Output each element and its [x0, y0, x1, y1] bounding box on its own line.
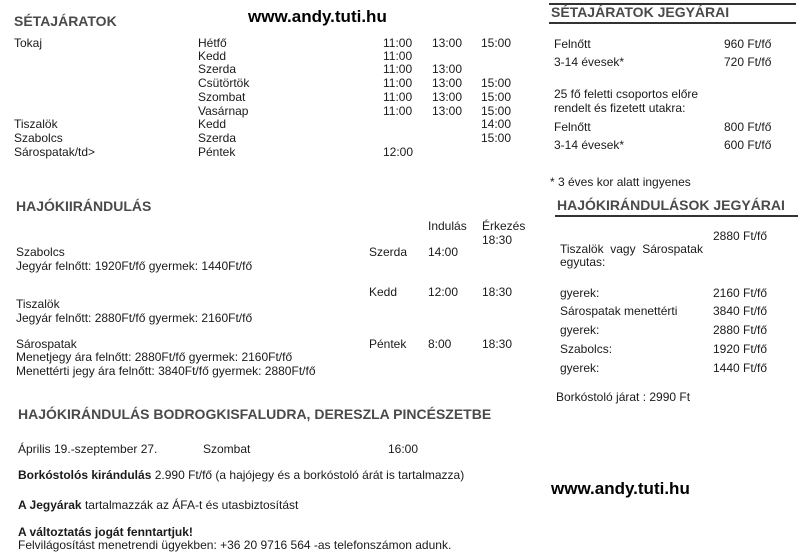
site-url-top[interactable]: www.andy.tuti.hu: [248, 7, 387, 26]
seta-time-1: 11:00: [383, 104, 413, 118]
price-value: 2880 Ft/fő: [713, 229, 768, 243]
seta-day: Péntek: [198, 145, 236, 159]
seta-time-3: 15:00: [481, 104, 512, 118]
info-line: Felvilágosítást menetrendi ügyekben: +36 20 9716 564 -as telefonszámon adunk.: [18, 538, 452, 552]
price-label: 3-14 évesek*: [554, 138, 625, 152]
price-label: Szabolcs:: [560, 342, 613, 356]
divider: [549, 22, 796, 24]
price-value: 800 Ft/fő: [724, 120, 772, 134]
price-value: 2880 Ft/fő: [713, 323, 768, 337]
seta-time-2: 13:00: [432, 36, 463, 50]
trip-departure: 14:00: [428, 245, 459, 259]
seta-day: Kedd: [198, 49, 227, 63]
trip-arrival: 18:30: [482, 233, 513, 247]
price-value: 720 Ft/fő: [724, 55, 772, 69]
trip-day: Péntek: [369, 337, 407, 351]
seta-time-3: 15:00: [481, 76, 512, 90]
table-row: [0, 117, 530, 131]
price-label: gyerek:: [560, 286, 600, 300]
seta-time-1: 12:00: [383, 145, 414, 159]
seta-place: Tokaj: [14, 36, 43, 50]
trip-price-line: Jegyár felnőtt: 1920Ft/fő gyermek: 1440Ft/fő: [16, 259, 253, 273]
price-value: 1440 Ft/fő: [713, 361, 768, 375]
seta-place: Szabolcs: [14, 131, 63, 145]
trip-price-line: Menetjegy ára felnőtt: 2880Ft/fő gyermek: 2160Ft/fő: [16, 350, 293, 364]
tasting-line: [18, 468, 464, 482]
trip-price-line: Jegyár felnőtt: 2880Ft/fő gyermek: 2160Ft/fő: [16, 311, 253, 325]
seta-time-2: 13:00: [432, 62, 463, 76]
vat-label: A Jegyárak: [18, 498, 82, 512]
seta-time-1: 11:00: [383, 36, 413, 50]
seta-time-3: 15:00: [481, 131, 512, 145]
seta-time-1: 11:00: [383, 76, 413, 90]
table-row: [0, 76, 530, 90]
group-note: rendelt és fizetett utakra:: [554, 101, 686, 115]
trip-departure: 8:00: [428, 337, 452, 351]
divider: [555, 215, 798, 217]
price-value: 960 Ft/fő: [724, 37, 772, 51]
group-note: 25 fő feletti csoportos előre: [554, 87, 699, 101]
hajo-prices-title: HAJÓKIRÁNDULÁSOK JEGYÁRAI: [557, 197, 785, 213]
col-header-erkezes: Érkezés: [482, 219, 526, 233]
price-label: Felnőtt: [554, 37, 591, 51]
seta-day: Szerda: [198, 62, 237, 76]
change-notice: A változtatás jogát fenntartjuk!: [18, 525, 193, 539]
seta-place: Sárospatak/td>: [14, 145, 96, 159]
seta-time-1: 11:00: [383, 90, 413, 104]
table-row: [0, 36, 530, 50]
vat-line: [18, 498, 298, 512]
table-row: [0, 90, 530, 104]
seta-day: Csütörtök: [198, 76, 250, 90]
tasting-text: 2.990 Ft/fő (a hajójegy és a borkóstoló árát is tartalmazza): [151, 468, 465, 482]
seta-time-1: 11:00: [383, 49, 413, 63]
seta-place: Tiszalök: [14, 117, 58, 131]
trip-arrival: 18:30: [482, 285, 513, 299]
bodrog-title: HAJÓKIRÁNDULÁS BODROGKISFALUDRA, DERESZLA PINCÉSZETBE: [18, 406, 492, 422]
seta-time-2: 13:00: [432, 104, 463, 118]
trip-day: Kedd: [369, 285, 398, 299]
price-label: gyerek:: [560, 361, 600, 375]
site-url-bottom[interactable]: www.andy.tuti.hu: [551, 479, 690, 498]
hajo-title: HAJÓKIIRÁNDULÁS: [16, 198, 152, 214]
table-row: [0, 131, 530, 145]
trip-price-line: Menettérti jegy ára felnőtt: 3840Ft/fő gyermek: 2880Ft/fő: [16, 364, 316, 378]
vat-text: tartalmazzák az ÁFA-t és utasbiztosítást: [81, 498, 299, 512]
trip-name: Sárospatak: [16, 337, 77, 351]
table-row: [0, 49, 530, 63]
bodrog-day: Szombat: [203, 442, 251, 456]
bodrog-time: 16:00: [388, 442, 419, 456]
table-row: [0, 145, 530, 159]
seta-day: Szerda: [198, 131, 237, 145]
col-header-indulas: Indulás: [428, 219, 467, 233]
price-label: Felnőtt: [554, 120, 591, 134]
price-value: 600 Ft/fő: [724, 138, 772, 152]
price-value: 2160 Ft/fő: [713, 286, 768, 300]
trip-name: Tiszalök: [16, 297, 60, 311]
price-value: 1920 Ft/fő: [713, 342, 768, 356]
table-row: [0, 104, 530, 118]
seta-day: Vasárnap: [198, 104, 249, 118]
footnote: * 3 éves kor alatt ingyenes: [550, 175, 691, 189]
trip-day: Szerda: [369, 245, 408, 259]
tasting-price: Borkóstoló járat : 2990 Ft: [556, 390, 691, 404]
seta-day: Szombat: [198, 90, 246, 104]
seta-time-3: 15:00: [481, 90, 512, 104]
price-label: 3-14 évesek*: [554, 55, 625, 69]
trip-arrival: 18:30: [482, 337, 513, 351]
seta-prices-title: SÉTAJÁRATOK JEGYÁRAI: [551, 4, 730, 20]
trip-name: Szabolcs: [16, 245, 65, 259]
seta-day: Hétfő: [198, 36, 227, 50]
seta-time-3: 15:00: [481, 36, 512, 50]
trip-departure: 12:00: [428, 285, 459, 299]
table-row: [0, 62, 530, 76]
bodrog-date: Április 19.-szeptember 27.: [18, 442, 158, 456]
price-label: Tiszalök vagy Sárospatak: [560, 242, 703, 256]
seta-day: Kedd: [198, 117, 227, 131]
tasting-label: Borkóstolós kirándulás: [18, 468, 152, 482]
seta-title: SÉTAJÁRATOK: [14, 13, 117, 29]
price-label: Sárospatak menettérti: [560, 304, 678, 318]
price-value: 3840 Ft/fő: [713, 304, 768, 318]
price-label: egyutas:: [560, 255, 606, 269]
seta-time-2: 13:00: [432, 90, 463, 104]
price-label: gyerek:: [560, 323, 600, 337]
seta-time-1: 11:00: [383, 62, 413, 76]
seta-time-3: 14:00: [481, 117, 512, 131]
seta-time-2: 13:00: [432, 76, 463, 90]
